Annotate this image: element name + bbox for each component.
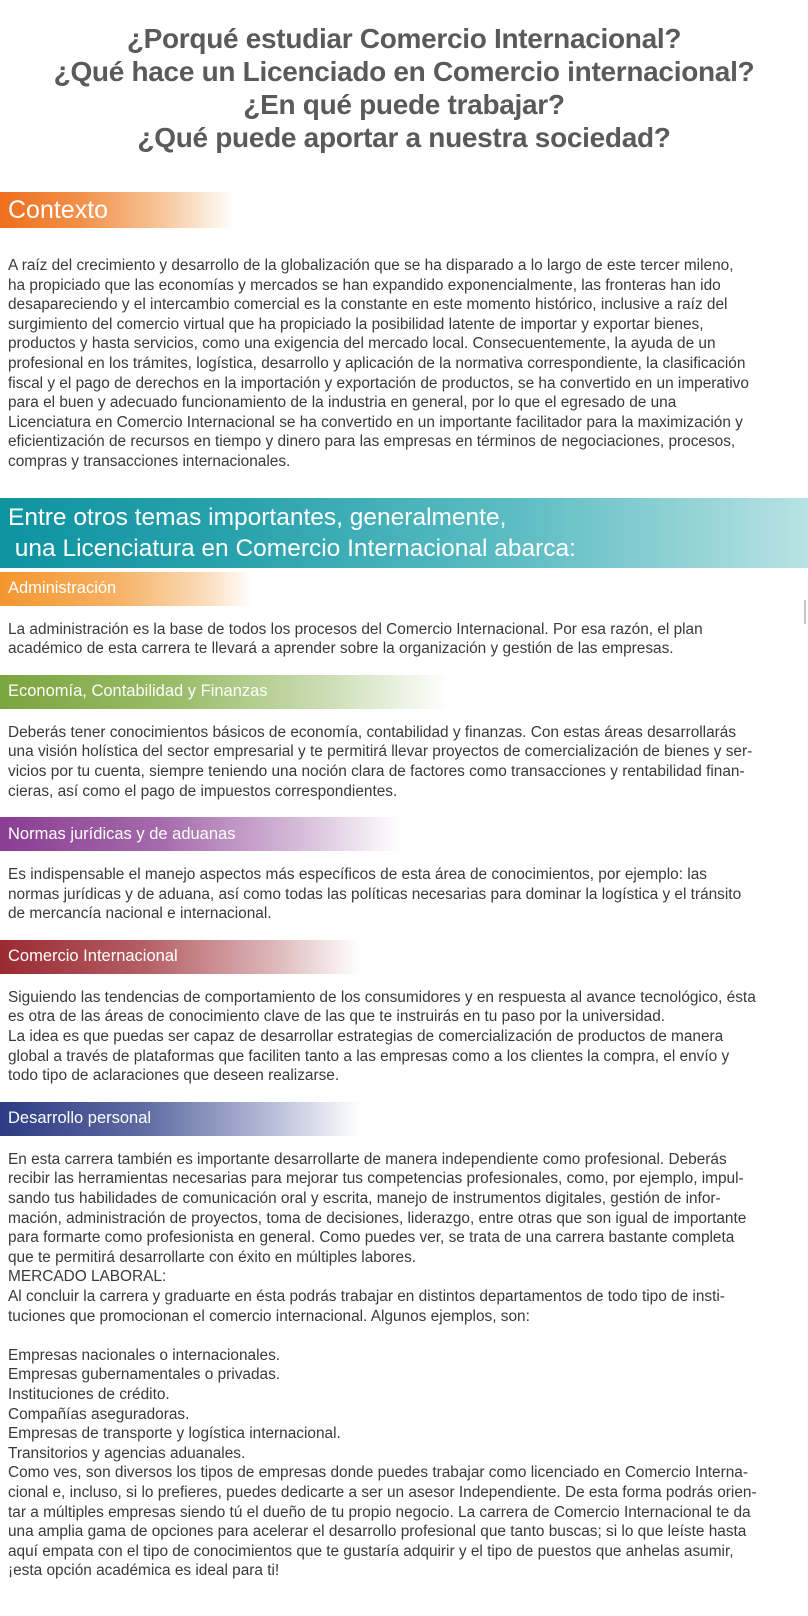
section-line: de mercancía nacional e internacional. [8, 905, 272, 923]
section-heading-label: Comercio Internacional [8, 947, 178, 966]
section-text-comercio [0, 988, 808, 1086]
section-heading-label: Economía, Contabilidad y Finanzas [8, 682, 268, 701]
section-line: global a través de plataformas que faciliten tanto a las empresas como a los clientes la compra, el envío y [8, 1047, 730, 1065]
section-text-normas [0, 865, 808, 924]
topics-heading-line-1: Entre otros temas importantes, generalmente, [8, 503, 507, 531]
section-line: Es indispensable el manejo aspectos más específicos de esta área de conocimientos, por ejemplo: las [8, 866, 707, 884]
list-item: Instituciones de crédito. [8, 1385, 170, 1403]
section-line: tar a múltiples empresas siendo tú el dueño de tu propio negocio. La carrera de Comercio Internacional te da [8, 1503, 751, 1521]
section-line: La administración es la base de todos los procesos del Comercio Internacional. Por esa razón, el plan [8, 620, 703, 638]
context-line: para el buen y adecuado funcionamiento de la industria en general, por lo que el egresado de una [8, 394, 677, 412]
context-line: profesional en los trámites, logística, desarrollo y aplicación de la normativa correspondiente, la clasificación [8, 354, 746, 372]
hero-question-4: ¿Qué puede aportar a nuestra sociedad? [137, 122, 671, 153]
list-item: Empresas nacionales o internacionales. [8, 1346, 281, 1364]
section-line: normas jurídicas y de aduana, así como todas las políticas necesarias para dominar la logística y el tránsito [8, 885, 742, 903]
section-line: una amplia gama de opciones para acelerar el desarrollo profesional que tanto buscas; si lo que leíste hasta [8, 1523, 747, 1541]
section-heading-economia [0, 675, 448, 709]
section-line: académico de esta carrera te llevará a aprender sobre la organización y gestión de las empresas. [8, 640, 674, 658]
hero-question-3: ¿En qué puede trabajar? [243, 89, 565, 120]
context-line: compras y transacciones internacionales. [8, 452, 291, 470]
list-item: Compañías aseguradoras. [8, 1405, 190, 1423]
hero-question-1: ¿Porqué estudiar Comercio Internacional? [126, 23, 682, 54]
context-line: desapareciendo y el intercambio comercial es la constante en este momento histórico, inclusive a raíz del [8, 296, 728, 314]
section-line: En esta carrera también es importante desarrollarte de manera independiente como profesional. Deberás [8, 1150, 727, 1168]
section-heading-administracion [0, 572, 252, 606]
context-line: productos y hasta servicios, como una exigencia del mercado local. Consecuentemente, la ayuda de un [8, 335, 716, 353]
labor-market-heading: MERCADO LABORAL: [8, 1268, 167, 1286]
list-item: Transitorios y agencias aduanales. [8, 1444, 246, 1462]
section-heading-label: Administración [8, 579, 117, 598]
section-line: cional e, incluso, si lo prefieres, puedes dedicarte a ser un asesor Independiente. De esta forma podrás orien- [8, 1483, 757, 1501]
section-heading-label: Normas jurídicas y de aduanas [8, 824, 236, 843]
context-line: fiscal y el pago de derechos en la importación y exportación de productos, se ha convertido en un imperativo [8, 374, 749, 392]
section-line: Deberás tener conocimientos básicos de economía, contabilidad y finanzas. Con estas áreas desarrollarás [8, 723, 737, 741]
section-text-administracion [0, 620, 808, 659]
section-line: todo tipo de aclaraciones que deseen realizarse. [8, 1067, 340, 1085]
context-line: surgimiento del comercio virtual que ha propiciado la posibilidad latente de importar y exportar bienes, [8, 315, 704, 333]
section-line: para formarte como profesionista en general. Como puedes ver, se trata de una carrera bastante completa [8, 1229, 735, 1247]
blank-line [8, 1326, 800, 1346]
section-line: una visión holística del sector empresarial y te permitirá llevar proyectos de comercialización de bienes y ser- [8, 743, 753, 761]
context-heading-bar [0, 192, 234, 228]
section-line: recibir las herramientas necesarias para mejorar tus competencias profesionales, como, por ejemplo, impul- [8, 1170, 744, 1188]
section-line: cieras, así como el pago de impuestos correspondientes. [8, 782, 398, 800]
section-line: vicios por tu cuenta, siempre teniendo una noción clara de factores como transacciones y rentabilidad finan- [8, 762, 745, 780]
section-heading-normas [0, 817, 400, 851]
section-line: aquí empata con el tipo de conocimientos que te gustaría adquirir y el tipo de puestos que anhelas asumir, [8, 1542, 734, 1560]
context-line: ha propiciado que las economías y mercados se han expandido exponencialmente, las fronteras han ido [8, 276, 721, 294]
section-line: Al concluir la carrera y graduarte en ésta podrás trabajar en distintos departamentos de todo tipo de insti- [8, 1288, 725, 1305]
section-line: mación, administración de proyectos, toma de decisiones, liderazgo, entre otras que son igual de importante [8, 1209, 747, 1227]
section-line: que te permitirá desarrollarte con éxito en múltiples labores. [8, 1248, 417, 1266]
section-line: es otra de las áreas de conocimiento clave de las que te instruirás en tu paso por la universidad. [8, 1008, 666, 1026]
section-heading-label: Desarrollo personal [8, 1109, 152, 1128]
section-text-economia [0, 723, 808, 801]
context-heading: Contexto [8, 196, 109, 224]
context-line: A raíz del crecimiento y desarrollo de la globalización que se ha disparado a lo largo de este tercer mileno, [8, 257, 734, 274]
section-line: sando tus habilidades de comunicación oral y escrita, manejo de instrumentos digitales, gestión de infor- [8, 1190, 721, 1208]
context-line: Licenciatura en Comercio Internacional se ha convertido en un importante facilitador para la maximización y [8, 413, 743, 431]
list-item: Empresas de transporte y logística internacional. [8, 1425, 341, 1443]
list-item: Empresas gubernamentales o privadas. [8, 1366, 281, 1384]
section-line: Como ves, son diversos los tipos de empresas donde puedes trabajar como licenciado en Comercio Interna- [8, 1464, 748, 1482]
topics-heading-bar [0, 498, 808, 568]
hero-question-2: ¿Qué hace un Licenciado en Comercio internacional? [53, 56, 755, 87]
scroll-indicator [804, 600, 806, 624]
hero-questions [0, 0, 808, 154]
section-line: ¡esta opción académica es ideal para ti! [8, 1562, 280, 1580]
section-line: La idea es que puedas ser capaz de desarrollar estrategias de comercialización de productos de manera [8, 1028, 724, 1046]
section-heading-desarrollo [0, 1102, 360, 1136]
topics-heading-line-2: una Licenciatura en Comercio Internacional abarca: [8, 534, 576, 562]
section-heading-comercio [0, 940, 360, 974]
section-line: tuciones que promocionan el comercio internacional. Algunos ejemplos, son: [8, 1307, 530, 1325]
section-text-desarrollo [0, 1150, 808, 1581]
context-paragraph [0, 256, 808, 472]
section-line: Siguiendo las tendencias de comportamiento de los consumidores y en respuesta al avance tecnológico, ésta [8, 988, 756, 1006]
context-line: eficientización de recursos en tiempo y dinero para las empresas en términos de negociaciones, procesos, [8, 433, 736, 451]
